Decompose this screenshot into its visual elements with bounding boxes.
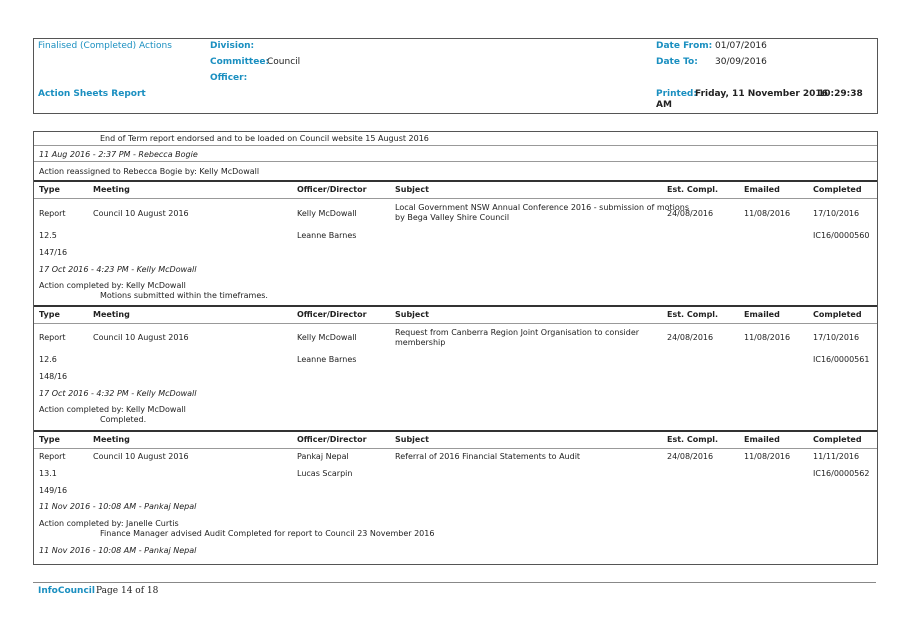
col-subject: Subject: [395, 185, 429, 194]
record-item: 12.5: [39, 231, 57, 240]
record-completed: 11/11/2016: [813, 452, 860, 461]
report-type: Finalised (Completed) Actions: [38, 41, 172, 51]
actions-table: [33, 131, 878, 565]
col-type: Type: [39, 310, 60, 319]
record-director: Lucas Scarpin: [297, 469, 353, 478]
record-type: Report: [39, 209, 66, 218]
col-type: Type: [39, 435, 60, 444]
carryover-log: 11 Aug 2016 - 2:37 PM - Rebecca Bogie: [39, 150, 198, 159]
printed-label: Printed:: [656, 89, 697, 99]
record-est-compl: 24/08/2016: [667, 209, 714, 218]
record-officer: Kelly McDowall: [297, 209, 357, 218]
record-ref: 149/16: [39, 486, 68, 495]
col-completed: Completed: [813, 435, 862, 444]
col-subject: Subject: [395, 435, 429, 444]
col-meeting: Meeting: [93, 435, 130, 444]
footer-page-number: Page 14 of 18: [96, 586, 159, 596]
record-action: Action completed by: Kelly McDowall: [39, 281, 186, 290]
record-est-compl: 24/08/2016: [667, 333, 714, 342]
division-label: Division:: [210, 41, 255, 51]
record-log: 11 Nov 2016 - 10:08 AM - Pankaj Nepal: [39, 502, 197, 511]
record-emailed: 11/08/2016: [744, 333, 791, 342]
column-header-row: [34, 180, 877, 199]
record-meeting: Council 10 August 2016: [93, 209, 189, 218]
col-est-compl: Est. Compl.: [667, 435, 719, 444]
officer-label: Officer:: [210, 73, 248, 83]
report-header: [33, 38, 878, 114]
record-doc-id: IC16/0000561: [813, 355, 870, 364]
printed-value: Friday, 11 November 2016: [695, 89, 828, 99]
record-doc-id: IC16/0000562: [813, 469, 870, 478]
printed-ampm: AM: [656, 100, 672, 110]
col-emailed: Emailed: [744, 435, 780, 444]
record-completed: 17/10/2016: [813, 333, 860, 342]
col-officer: Officer/Director: [297, 435, 367, 444]
col-est-compl: Est. Compl.: [667, 310, 719, 319]
committee-label: Committee:: [210, 57, 270, 67]
record-subject-line-2: membership: [395, 338, 446, 347]
committee-value: Council: [267, 57, 301, 67]
printed-time: 10:29:38: [818, 89, 863, 99]
record-emailed: 11/08/2016: [744, 452, 791, 461]
record-meeting: Council 10 August 2016: [93, 333, 189, 342]
date-to-label: Date To:: [656, 57, 698, 67]
record-item: 13.1: [39, 469, 57, 478]
column-header-row: [34, 305, 877, 324]
record-ref: 147/16: [39, 248, 68, 257]
record-log-2: 11 Nov 2016 - 10:08 AM - Pankaj Nepal: [39, 546, 197, 555]
record-emailed: 11/08/2016: [744, 209, 791, 218]
column-header-row: [34, 430, 877, 449]
record-doc-id: IC16/0000560: [813, 231, 870, 240]
record-director: Leanne Barnes: [297, 355, 357, 364]
col-meeting: Meeting: [93, 310, 130, 319]
col-officer: Officer/Director: [297, 185, 367, 194]
record-item: 12.6: [39, 355, 57, 364]
col-completed: Completed: [813, 310, 862, 319]
record-ref: 148/16: [39, 372, 68, 381]
col-completed: Completed: [813, 185, 862, 194]
record-note: Motions submitted within the timeframes.: [100, 291, 268, 300]
report-name: Action Sheets Report: [38, 89, 146, 99]
record-director: Leanne Barnes: [297, 231, 357, 240]
record-note: Completed.: [100, 415, 147, 424]
record-note: Finance Manager advised Audit Completed for report to Council 23 November 2016: [100, 529, 435, 538]
col-emailed: Emailed: [744, 185, 780, 194]
footer-brand: InfoCouncil: [38, 586, 95, 596]
col-emailed: Emailed: [744, 310, 780, 319]
carryover-action: Action reassigned to Rebecca Bogie by: Kelly McDowall: [39, 167, 260, 176]
record-est-compl: 24/08/2016: [667, 452, 714, 461]
col-meeting: Meeting: [93, 185, 130, 194]
footer-rule: [33, 582, 876, 583]
record-action: Action completed by: Janelle Curtis: [39, 519, 179, 528]
record-subject-line-2: by Bega Valley Shire Council: [395, 213, 510, 222]
record-action: Action completed by: Kelly McDowall: [39, 405, 186, 414]
record-meeting: Council 10 August 2016: [93, 452, 189, 461]
col-officer: Officer/Director: [297, 310, 367, 319]
col-type: Type: [39, 185, 60, 194]
record-subject-line-1: Referral of 2016 Financial Statements to Audit: [395, 452, 581, 461]
date-from-label: Date From:: [656, 41, 713, 51]
record-officer: Pankaj Nepal: [297, 452, 349, 461]
carryover-note: End of Term report endorsed and to be loaded on Council website 15 August 2016: [100, 134, 429, 143]
record-completed: 17/10/2016: [813, 209, 860, 218]
date-to-value: 30/09/2016: [715, 57, 767, 67]
record-log: 17 Oct 2016 - 4:23 PM - Kelly McDowall: [39, 265, 197, 274]
record-log: 17 Oct 2016 - 4:32 PM - Kelly McDowall: [39, 389, 197, 398]
record-type: Report: [39, 333, 66, 342]
record-type: Report: [39, 452, 66, 461]
date-from-value: 01/07/2016: [715, 41, 767, 51]
record-subject-line-1: Local Government NSW Annual Conference 2016 - submission of motions: [395, 203, 689, 212]
col-est-compl: Est. Compl.: [667, 185, 719, 194]
record-officer: Kelly McDowall: [297, 333, 357, 342]
col-subject: Subject: [395, 310, 429, 319]
record-subject-line-1: Request from Canberra Region Joint Organisation to consider: [395, 328, 640, 337]
